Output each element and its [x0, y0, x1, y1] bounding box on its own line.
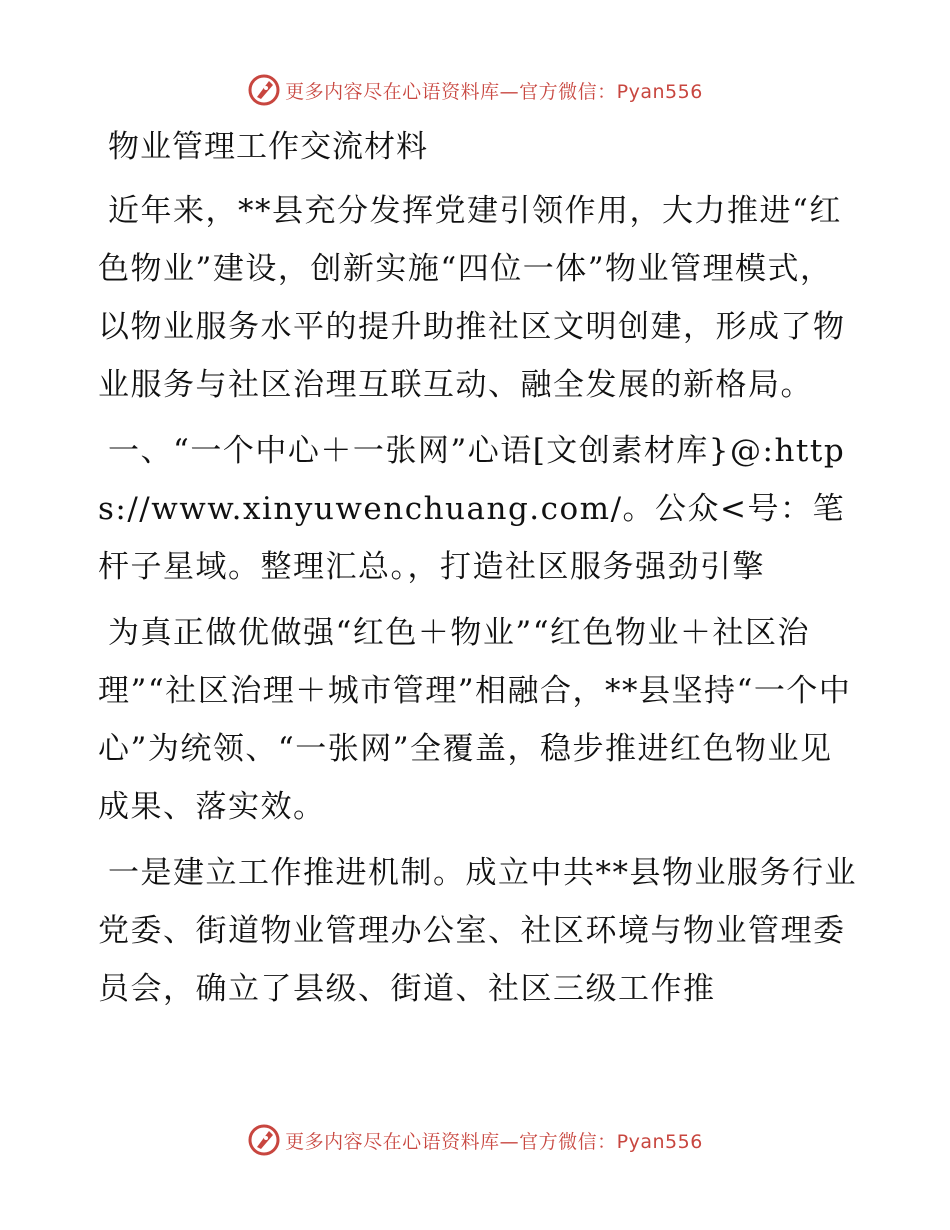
- watermark-text: 更多内容尽在心语资料库—官方微信：Pyan556: [285, 1130, 703, 1153]
- paragraph-4: 一是建立工作推进机制。成立中共**县物业服务行业党委、街道物业管理办公室、社区环境与物业管理委员会，确立了县级、街道、社区三级工作推: [98, 855, 857, 1007]
- pen-nib-logo-icon: [247, 1123, 281, 1157]
- footer-watermark: [0, 1120, 950, 1160]
- watermark-text: 更多内容尽在心语资料库—官方微信：Pyan556: [285, 80, 703, 103]
- document-body: [98, 118, 858, 1026]
- pen-nib-logo-icon: [247, 73, 281, 107]
- paragraph-3: 为真正做优做强“红色＋物业”“红色物业＋社区治理”“社区治理＋城市管理”相融合，**县坚持“一个中心”为统领、“一张网”全覆盖，稳步推进红色物业见成果、落实效。: [98, 615, 852, 825]
- paragraph-1: 近年来，**县充分发挥党建引领作用，大力推进“红色物业”建设，创新实施“四位一体”物业管理模式，以物业服务水平的提升助推社区文明创建，形成了物业服务与社区治理互联互动、融全发展的新格局。: [98, 193, 846, 403]
- paragraph-2: 一、“一个中心＋一张网”心语[文创素材库}@:https://www.xinyuwenchuang.com/。公众<号：笔杆子星域。整理汇总。，打造社区服务强劲引擎: [98, 433, 846, 585]
- document-title: 物业管理工作交流材料: [108, 129, 428, 165]
- header-watermark: [0, 70, 950, 110]
